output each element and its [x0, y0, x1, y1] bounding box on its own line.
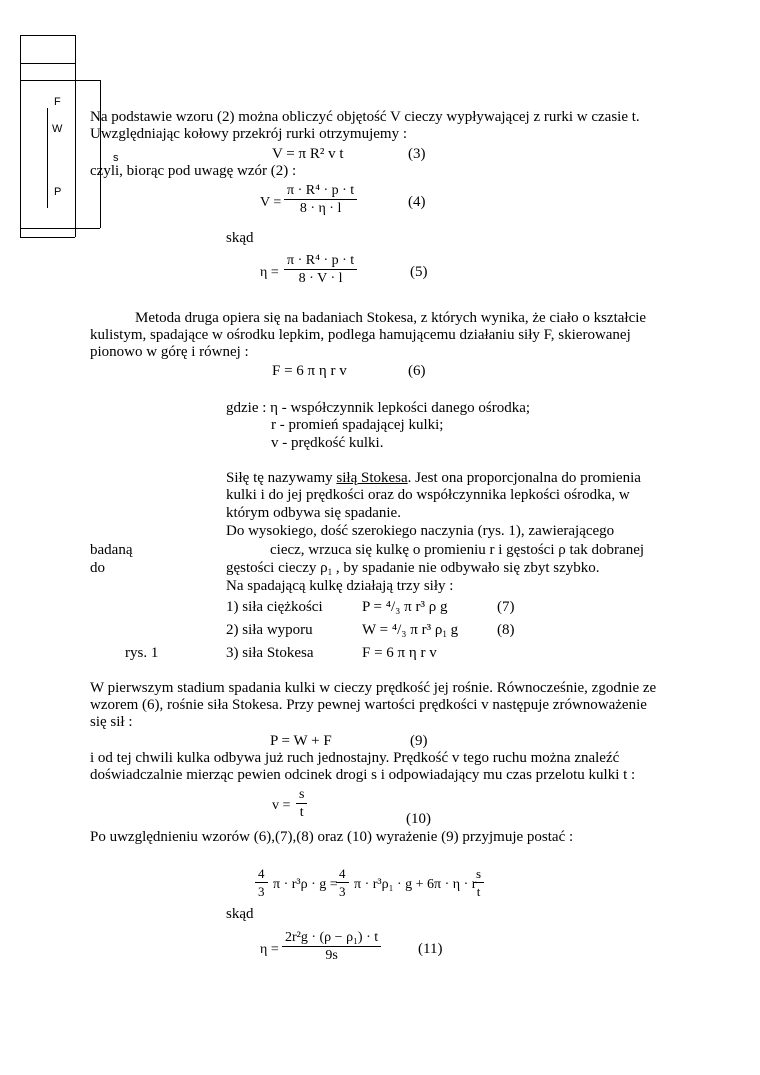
- equation-5-denominator: 8 · V · l: [284, 269, 357, 288]
- equation-10-number: (10): [406, 811, 431, 827]
- equation-7-pre: P =: [362, 599, 386, 615]
- equation-4-fraction: [284, 182, 357, 218]
- paragraph-5-left-word-2: do: [90, 560, 105, 576]
- definition-v: v - prędkość kulki.: [271, 435, 384, 451]
- figure-force-axis: [47, 108, 48, 208]
- paragraph-7-line-2: doświadczalnie mierząc pewien odcinek drogi s i odpowiadający mu czas przelotu kulki t :: [90, 767, 636, 783]
- paragraph-5-line-3-pre: gęstości cieczy ρ: [226, 560, 328, 576]
- equation-10-numerator: s: [299, 787, 305, 802]
- equation-8-post: π r³ ρ: [406, 622, 443, 638]
- equation-10-lhs: v =: [272, 798, 291, 813]
- paragraph-8: Po uwzględnieniu wzorów (6),(7),(8) oraz (10) wyrażenie (9) przyjmuje postać :: [90, 829, 574, 845]
- figure-label-p: P: [54, 186, 62, 198]
- force-2-name: 2) siła wyporu: [226, 622, 313, 638]
- figure-inner-right: [100, 80, 101, 228]
- long-equation-fraction-3: [473, 865, 484, 901]
- paragraph-6-line-2: wzorem (6), rośnie siła Stokesa. Przy pewnej wartości prędkości v następuje zrównoważenie: [90, 697, 647, 713]
- equation-4-lhs: V =: [260, 195, 282, 210]
- paragraph-5-line-2: ciecz, wrzuca się kulkę o promieniu r i gęstości ρ tak dobranej: [270, 542, 645, 558]
- paragraph-5-left-word-1: badaną: [90, 542, 133, 558]
- long-equation-fraction-2-num: 4: [339, 866, 346, 881]
- equation-8-number: (8): [497, 622, 515, 638]
- figure-label-w: W: [52, 123, 63, 135]
- paragraph-3-line-2: kulistym, spadające w ośrodku lepkim, podlega hamującemu działaniu siły F, skierowanej: [90, 327, 631, 343]
- equation-11-lhs: η =: [260, 942, 279, 957]
- equation-11-number: (11): [418, 941, 443, 957]
- long-equation-fraction-3-den: t: [473, 882, 484, 901]
- paragraph-5-line-3-post: , by spadanie nie odbywało się zbyt szybko.: [332, 560, 600, 576]
- equation-stokes: F = 6 π η r v: [362, 645, 437, 661]
- figure-line-3: [20, 228, 100, 229]
- long-equation-fraction-1-den: 3: [255, 882, 268, 901]
- stokes-force-term: siłą Stokesa: [336, 470, 408, 486]
- equation-4-numerator: π · R⁴ · p · t: [287, 183, 355, 198]
- figure-line-2: [20, 80, 100, 81]
- long-equation-fraction-2: [336, 865, 349, 901]
- figure-label-f: F: [54, 96, 61, 108]
- equation-7-post: π r³ ρ g: [400, 599, 448, 615]
- equation-8: [362, 622, 458, 643]
- long-equation-fraction-3-num: s: [476, 866, 482, 881]
- equation-8-end: g: [446, 622, 459, 638]
- definition-eta: gdzie : η - współczynnik lepkości danego ośrodka;: [226, 400, 531, 416]
- figure-outer-right: [75, 35, 76, 237]
- long-equation-fraction-2-den: 3: [336, 882, 349, 901]
- equation-11-denominator: 9s: [282, 946, 381, 965]
- long-equation-part-1: π · r³ρ · g =: [273, 877, 338, 892]
- equation-6: F = 6 π η r v: [272, 363, 347, 379]
- equation-6-number: (6): [408, 363, 426, 379]
- equation-7-number: (7): [497, 599, 515, 615]
- long-equation-part-2: π · r³ρ₁ · g + 6π · η · r: [354, 877, 477, 892]
- paragraph-6-line-3: się sił :: [90, 714, 133, 730]
- figure-line-4: [20, 237, 75, 238]
- paragraph-1-line-1: Na podstawie wzoru (2) można obliczyć objętość V cieczy wypływającej z rurki w czasie t.: [90, 109, 640, 125]
- paragraph-5-line-3-sub: 1: [327, 567, 333, 577]
- equation-8-sub: 1: [442, 629, 447, 639]
- equation-5-numerator: π · R⁴ · p · t: [287, 253, 355, 268]
- equation-10-fraction: [296, 786, 307, 822]
- equation-11-fraction: [282, 929, 381, 965]
- paragraph-2: czyli, biorąc pod uwagę wzór (2) :: [90, 163, 297, 179]
- paragraph-4-text-pre: Siłę tę nazywamy: [226, 470, 337, 486]
- paragraph-3-line-3: pionowo w górę i równej :: [90, 344, 249, 360]
- equation-7-fraction: ⁴/₃: [385, 599, 401, 615]
- equation-4-number: (4): [408, 194, 426, 210]
- long-equation-fraction-1: [255, 865, 268, 901]
- paragraph-4-text-post: . Jest ona proporcjonalna do promienia: [407, 470, 641, 486]
- figure-outer-left: [20, 35, 21, 237]
- equation-8-fraction: ⁴/₃: [391, 622, 407, 638]
- equation-11-numerator: 2r²g · (ρ − ρ₁) · t: [285, 930, 379, 945]
- skad-2: skąd: [226, 906, 254, 922]
- equation-5-lhs: η =: [260, 265, 279, 280]
- force-3-name: 3) siła Stokesa: [226, 645, 314, 661]
- equation-3: V = π R² v t: [272, 146, 344, 162]
- equation-5-number: (5): [410, 264, 428, 280]
- paragraph-6-line-1: W pierwszym stadium spadania kulki w cieczy prędkość jej rośnie. Równocześnie, zgodnie ze: [90, 680, 657, 696]
- definition-r: r - promień spadającej kulki;: [271, 417, 444, 433]
- paragraph-5-line-1: Do wysokiego, dość szerokiego naczynia (rys. 1), zawierającego: [226, 523, 615, 539]
- paragraph-4-line-3: którym odbywa się spadanie.: [226, 505, 401, 521]
- equation-5-fraction: [284, 252, 357, 288]
- figure-label-s: s: [113, 152, 119, 164]
- paragraph-4-line-2: kulki i do jej prędkości oraz do współczynnika lepkości ośrodka, w: [226, 487, 630, 503]
- skad-1: skąd: [226, 230, 254, 246]
- paragraph-3-line-1: Metoda druga opiera się na badaniach Stokesa, z których wynika, że ciało o kształcie: [135, 310, 647, 326]
- equation-8-pre: W =: [362, 622, 392, 638]
- figure-caption: rys. 1: [125, 645, 159, 661]
- figure-line-1: [20, 63, 75, 64]
- figure-outer-top: [20, 35, 75, 36]
- equation-3-number: (3): [408, 146, 426, 162]
- equation-9: P = W + F: [270, 733, 332, 749]
- equation-10-denominator: t: [296, 803, 307, 822]
- force-1-name: 1) siła ciężkości: [226, 599, 323, 615]
- equation-7: [362, 599, 447, 616]
- equation-9-number: (9): [410, 733, 428, 749]
- paragraph-1-line-2: Uwzględniając kołowy przekrój rurki otrzymujemy :: [90, 126, 407, 142]
- equation-4-denominator: 8 · η · l: [284, 199, 357, 218]
- paragraph-4-line-1: [226, 470, 641, 487]
- paragraph-7-line-1: i od tej chwili kulka odbywa już ruch jednostajny. Prędkość v tego ruchu można znaleźć: [90, 750, 620, 766]
- long-equation-fraction-1-num: 4: [258, 866, 265, 881]
- paragraph-5-line-4: Na spadającą kulkę działają trzy siły :: [226, 578, 454, 594]
